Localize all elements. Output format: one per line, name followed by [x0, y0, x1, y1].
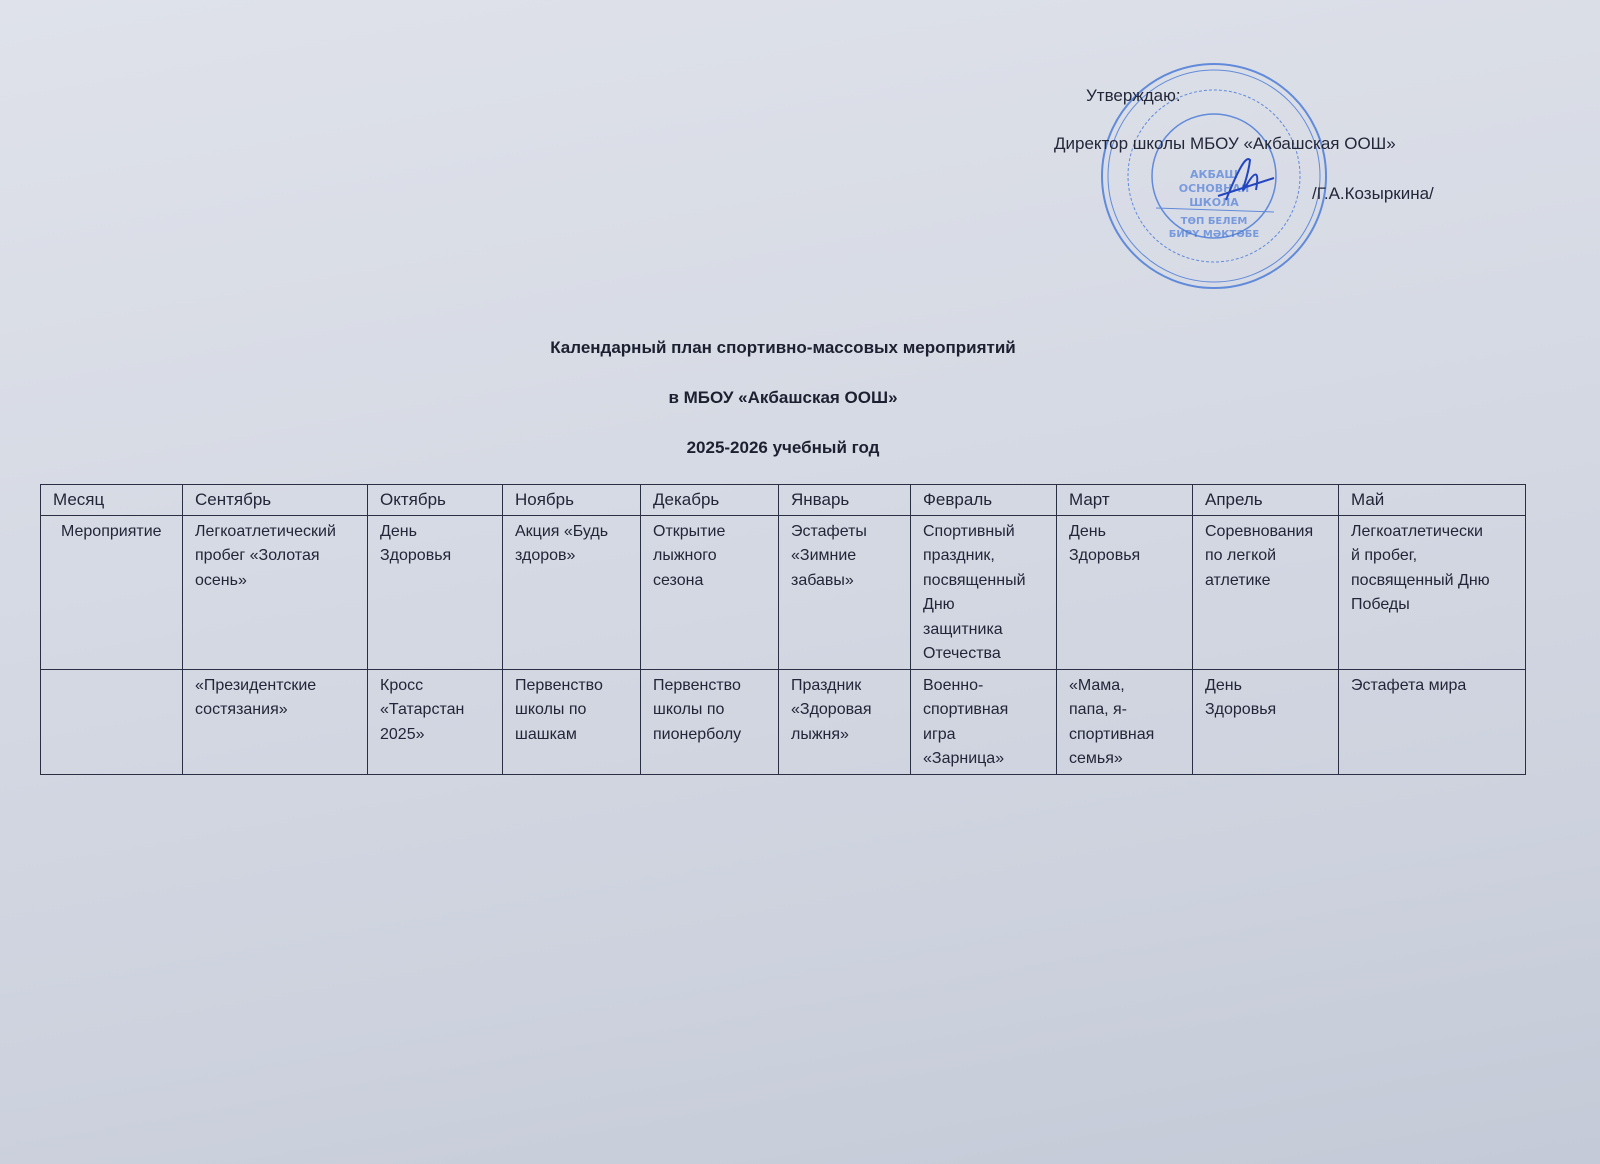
event-cell: Первенство школы по шашкам	[503, 669, 641, 774]
approval-name: /Г.А.Козыркина/	[1312, 184, 1434, 203]
approval-position: Директор школы МБОУ «Акбашская ООШ»	[1054, 134, 1396, 153]
header-cell: Месяц	[41, 485, 183, 516]
event-cell: Кросс «Татарстан 2025»	[368, 669, 503, 774]
event-cell: Открытие лыжного сезона	[641, 515, 779, 669]
event-cell: Эстафета мира	[1339, 669, 1526, 774]
event-cell: Первенство школы по пионерболу	[641, 669, 779, 774]
table-header-row	[41, 485, 1526, 516]
event-cell: Акция «Будь здоров»	[503, 515, 641, 669]
events-table	[40, 484, 1526, 775]
table-row	[41, 669, 1526, 774]
row-label-cell: Мероприятие	[41, 515, 183, 669]
svg-text:АКБАШ: АКБАШ	[1190, 168, 1238, 181]
event-cell: Военно- спортивная игра «Зарница»	[911, 669, 1057, 774]
event-cell: Легкоатлетически й пробег, посвященный Дню Победы	[1339, 515, 1526, 669]
event-cell: Праздник «Здоровая лыжня»	[779, 669, 911, 774]
svg-text:БИРҮ МӘКТӘБЕ: БИРҮ МӘКТӘБЕ	[1168, 229, 1260, 240]
title-line-2: в МБОУ «Акбашская ООШ»	[668, 388, 898, 407]
event-cell: Спортивный праздник, посвященный Дню защитника Отечества	[911, 515, 1057, 669]
header-cell: Май	[1339, 485, 1526, 516]
svg-text:ШКОЛА: ШКОЛА	[1189, 196, 1239, 209]
header-cell: Февраль	[911, 485, 1057, 516]
header-cell: Декабрь	[641, 485, 779, 516]
event-cell: День Здоровья	[368, 515, 503, 669]
header-cell: Октябрь	[368, 485, 503, 516]
header-cell: Ноябрь	[503, 485, 641, 516]
header-cell: Сентябрь	[183, 485, 368, 516]
event-cell: «Мама, папа, я- спортивная семья»	[1057, 669, 1193, 774]
event-cell: «Президентские состязания»	[183, 669, 368, 774]
svg-text:ТӨП БЕЛЕМ: ТӨП БЕЛЕМ	[1180, 216, 1248, 227]
event-cell: День Здоровья	[1057, 515, 1193, 669]
event-cell: День Здоровья	[1193, 669, 1339, 774]
table-row	[41, 515, 1526, 669]
header-cell: Апрель	[1193, 485, 1339, 516]
title-line-3: 2025-2026 учебный год	[686, 438, 880, 457]
event-cell: Соревнования по легкой атлетике	[1193, 515, 1339, 669]
title-line-1: Календарный план спортивно-массовых мероприятий	[550, 338, 1016, 357]
event-cell: Эстафеты «Зимние забавы»	[779, 515, 911, 669]
header-cell: Март	[1057, 485, 1193, 516]
event-cell: Легкоатлетический пробег «Золотая осень»	[183, 515, 368, 669]
approval-label: Утверждаю:	[1086, 86, 1181, 105]
header-cell: Январь	[779, 485, 911, 516]
svg-text:ОСНОВНАЯ: ОСНОВНАЯ	[1178, 182, 1250, 195]
row-label-cell	[41, 669, 183, 774]
